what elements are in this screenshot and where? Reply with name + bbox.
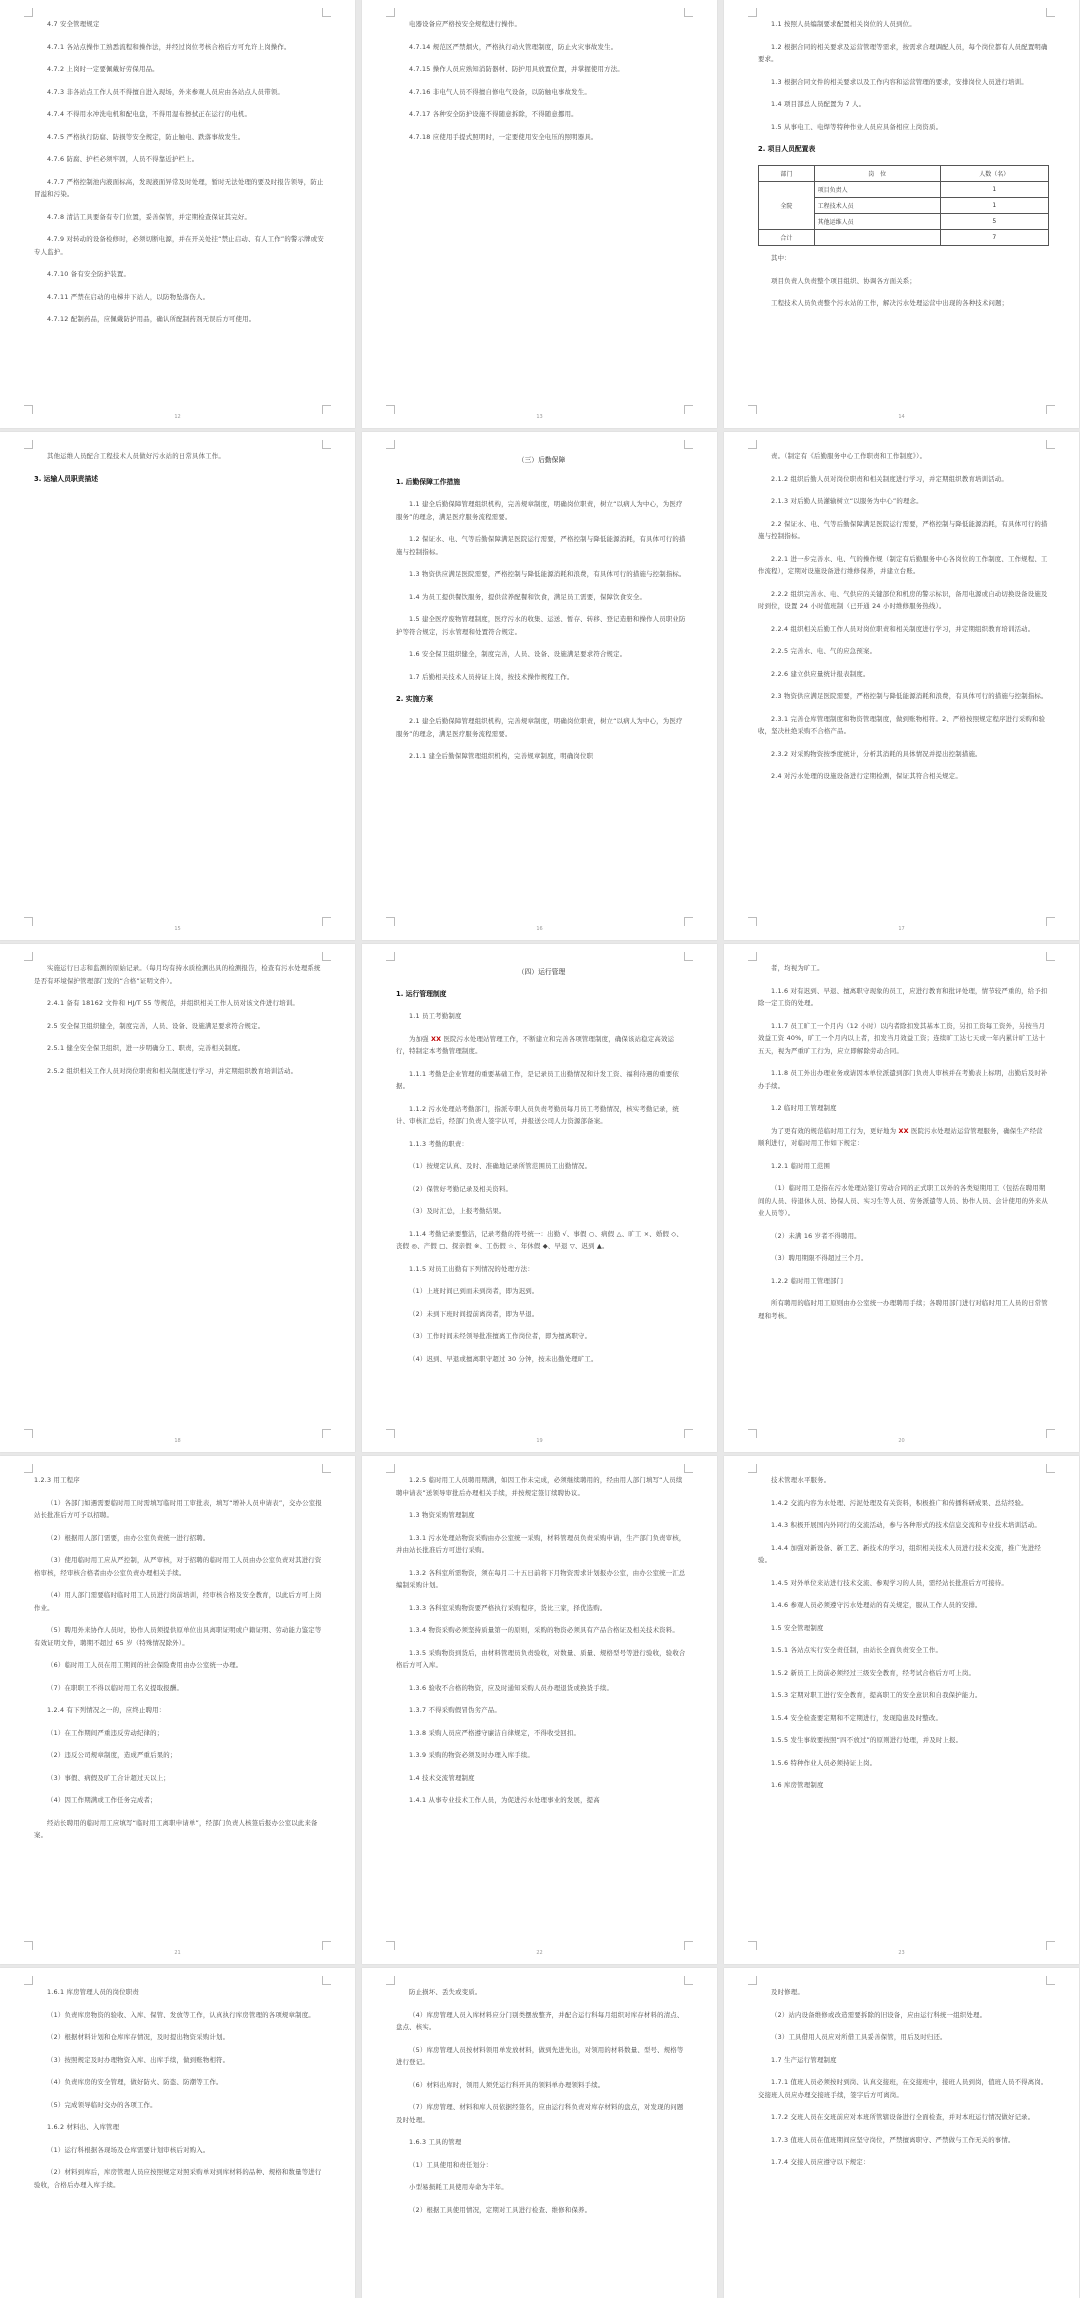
page-number: 22: [536, 1950, 543, 1956]
paragraph: 1.3 物资采购管理制度: [409, 1511, 475, 1519]
total-label-cell: 合计: [759, 230, 815, 246]
paragraph: 其中：: [771, 254, 791, 262]
dept-cell: 全院: [759, 182, 815, 230]
paragraph: 1.2 保证水、电、气等后勤保障满足医院运行需要，严格控制与降低能源消耗，有具体可行的措施与控制指标。: [396, 535, 686, 556]
page[interactable]: [362, 1456, 717, 1964]
paragraph: 1.5 安全管理制度: [771, 1623, 824, 1632]
paragraph: 项目负责人负责整个项目组织、协调各方面关系；: [771, 276, 916, 285]
paragraph: 4.7.6 防腐、护栏必须牢固，人员不得靠近护栏上。: [47, 155, 199, 163]
paragraph: 1.7.4 交接人员应遵守以下规定：: [771, 2158, 870, 2166]
paragraph: （7）库房管理、材料和库人员依据经签名，应由运行科负责对库存材料的盘点，对发现的问题及时处理。: [396, 2103, 684, 2124]
page[interactable]: [0, 432, 355, 940]
paragraph: 1.4 为员工提供餐饮服务，提供营养配餐和饮食，满足员工需要，保障饮食安全。: [409, 592, 647, 601]
table-total-row: [759, 230, 1049, 246]
paragraph: 1.1.3 考勤的职责：: [409, 1139, 469, 1148]
paragraph: 1.4.5 对外单位来站进行技术交流、参观学习的人员，需经站长批准后方可接待。: [771, 1578, 1008, 1587]
paragraph: 为了更有效的规范临时用工行为，更好地为 XX 医院污水处理站运营管理服务，确保生产经营顺利进行，对临时用工作如下规定：: [758, 1126, 1043, 1147]
page[interactable]: [0, 944, 355, 1452]
page[interactable]: [724, 0, 1079, 428]
paragraph: 2.3.2 对采购物资按季度统计，分析其消耗的具体情况并提出控制措施。: [771, 749, 982, 758]
paragraph: 其他运维人员配合工程技术人员做好污水站的日常具体工作。: [47, 452, 225, 460]
section-heading: 2. 实施方案: [396, 695, 433, 703]
paragraph: （1）工具使用和责任划分：: [409, 2160, 493, 2169]
page-number: 21: [174, 1950, 181, 1956]
paragraph: （4）库房管理人员入库材料应分门别类摆放整齐，并配合运行科每月组织对库存材料的清点、盘点、核实。: [396, 2010, 684, 2031]
paragraph: （6）临时用工人员在用工期间的社会保险费用由办公室统一办理。: [47, 1661, 243, 1669]
role-cell: 项目负责人: [814, 182, 940, 198]
paragraph: 1.5.4 安全检查要定期和不定期进行，发现隐患及时整改。: [771, 1713, 943, 1722]
paragraph: 2.5.1 健全安全保卫组织，进一步明确分工、职责，完善相关制度。: [47, 1044, 245, 1052]
paragraph: （2）根据用人部门需要，由办公室负责统一进行招聘。: [47, 1533, 210, 1542]
paragraph: 电器设备应严格按安全规程进行操作。: [409, 20, 522, 28]
paragraph: 1.4.6 参观人员必须遵守污水处理站的有关规定，服从工作人员的安排。: [771, 1601, 982, 1609]
paragraph: 1.3.2 各科室所需物资，须在每月二十五日前将下月物资需求计划报办公室，由办公室统一汇总编制采购计划。: [396, 1568, 686, 1589]
paragraph: （3）事假、病假及旷工合计超过天以上；: [47, 1773, 170, 1782]
paragraph: （4）负责库房的安全管理，做好防火、防盗、防潮等工作。: [47, 2078, 223, 2086]
paragraph: 责。（制定有《后勤服务中心工作职责和工作制度》）。: [771, 452, 927, 460]
paragraph: （7）在职职工不得以临时用工名义提取报酬。: [47, 1683, 184, 1692]
paragraph: 4.7.18 应使用手提式照明时，一定要使用安全电压的照明器具。: [409, 132, 598, 141]
table-header-cell: 岗 位: [814, 166, 940, 182]
paragraph: （3）及时汇总，上报考勤结果。: [409, 1207, 506, 1215]
paragraph: （1）各部门如遇需要临时用工时需填写临时用工审批表，填写“增补人员申请表”，交办公室报站长批准后方可予以招聘。: [34, 1498, 322, 1519]
paragraph: 1.3.8 采购人员应严格遵守廉洁自律规定，不得收受回扣。: [409, 1728, 581, 1737]
paragraph: （3）聘用期限不得超过三个月。: [771, 1254, 868, 1262]
paragraph: （4）用人部门需要临时临时用工人员进行岗前培训，经审核合格及安全教育，以此后方可上岗作业。: [34, 1591, 322, 1612]
paragraph: 2.1.1 建全后勤保障管理组织机构，完善规章制度，明确岗位职: [409, 752, 594, 760]
paragraph: （3）使用临时用工应从严控制，从严审核，对于招聘的临时用工人员由办公室负责对其进行资格审核，经审核合格者由办公室负责办理相关手续。: [34, 1556, 322, 1577]
paragraph: （5）库房管理人员按材料领用单发放材料，做到先进先出，对领用的材料数量、型号、规格等进行登记。: [396, 2045, 684, 2066]
paragraph: 技术管理水平服务。: [771, 1476, 831, 1484]
paragraph: 4.7.1 各站点操作工熟悉流程和操作法，并经过岗位考核合格后方可允许上岗操作。: [47, 42, 291, 51]
paragraph: 所有聘用的临时用工原则由办公室统一办理聘用手续；各聘用部门进行对临时用工人员的日常管理和考核。: [758, 1299, 1048, 1320]
paragraph: 1.3.9 采购的物资必须及时办理入库手续。: [409, 1751, 534, 1759]
paragraph: 4.7.7 严格控制池内液面标高，发现液面异常及时处理，暂时无法处理的要及时报告领导，防止冒溢和污染。: [34, 177, 324, 198]
paragraph: 实施运行日志和监测的原始记录。（每月均有持水质检测出具的检测报告，检查有污水处理系统是否有环境保护管理部门发的“合格”证明文件）。: [34, 964, 321, 985]
paragraph: （1）按规定认真、及时、准确地记录所管范围员工出勤情况。: [409, 1162, 592, 1170]
table-header-cell: 人数（名）: [940, 166, 1048, 182]
paragraph: 1.1.2 污水处理站考勤部门，指派专职人员负责考勤员每月员工考勤情况，核实考勤记录，统计、审核汇总后，经部门负责人签字认可，并报送公司人力资源部备案。: [396, 1104, 679, 1125]
paragraph: 2.1.2 组织后勤人员对岗位职责和相关制度进行学习，并定期组织教育培训活动。: [771, 474, 1008, 483]
page[interactable]: [0, 1968, 355, 2298]
paragraph: 1.5 从事电工、电焊等特种作业人员应具备相应上岗资质。: [771, 122, 943, 131]
paragraph: （3）工作时间未经领导批准擅离工作岗位者，即为擅离职守。: [409, 1332, 592, 1340]
paragraph: 1.1.7 员工旷工一个月内（12 小时）以内者除扣发其基本工资，另扣工资每工资外，另按当月效益工资 40%，旷工一个月内以上者，扣发当月效益工资；连续旷工达七天或一年内累计旷工达十五天，视为严重旷工行为，应立即解除劳动合同。: [758, 1021, 1046, 1055]
paragraph: （1）上班时间已到而未到岗者，即为迟到。: [409, 1287, 539, 1295]
paragraph: 1.7.1 值班人员必须按时到岗、认真交接班，在交接班中，接班人员到岗，值班人员不得离岗。交接班人员应办理交接班手续，签字后方可离岗。: [758, 2078, 1048, 2099]
page-number: 19: [536, 1438, 543, 1444]
paragraph: 1.4 技术交流管理制度: [409, 1773, 475, 1782]
paragraph: （4）因工作期满或工作任务完成者；: [47, 1796, 157, 1804]
paragraph: 4.7.9 对转动的设备检修时，必须切断电源，并在开关处挂“禁止启动、有人工作”的警示牌或安专人监护。: [34, 235, 324, 256]
section-heading: 3. 运输人员职责描述: [34, 474, 99, 483]
paragraph: 1.1 按照人员编制要求配置相关岗位的人员到位。: [771, 20, 916, 28]
paragraph: （5）完成领导临时交办的各项工作。: [47, 2100, 157, 2109]
paragraph: 1.1.4 考勤记录要整洁，记录考勤的符号统一：出勤 √、事假 ○、病假 △、旷工 ×、婚假 ◇、丧假 ◎、产假 □、探亲假 ※、工伤假 ☆、年休假 ◆、早退 ▽、迟到 ▲。: [396, 1229, 683, 1250]
paragraph: 1.3.4 物资采购必须坚持质量第一的原则，采购的物资必须具有产品合格证及相关技术资料。: [409, 1626, 679, 1634]
section-heading: 1. 后勤保障工作措施: [396, 478, 461, 486]
page[interactable]: [362, 0, 717, 428]
paragraph: 4.7.10 备有安全防护装置。: [47, 270, 131, 278]
page-number: 16: [536, 926, 543, 932]
section-heading: 1. 运行管理制度: [396, 990, 447, 998]
paragraph: 1.1 员工考勤制度: [409, 1012, 462, 1020]
staff-table: [758, 165, 1049, 246]
paragraph: 4.7 安全管理规定: [47, 20, 100, 28]
section-heading: 2. 项目人员配置表: [758, 145, 816, 153]
paragraph: 1.2 根据合同的相关要求及运营管理等需求，按需求合理调配人员，每个岗位都有人员配置明确要求。: [758, 42, 1048, 63]
page-number: 13: [536, 414, 543, 420]
paragraph: （4）迟到、早退或擅离职守超过 30 分钟，按未出勤处理旷工。: [409, 1354, 598, 1363]
paragraph: 1.6.2 材料出、入库管理: [47, 2123, 120, 2131]
page[interactable]: [0, 1456, 355, 1964]
paragraph: 1.4.3 积极开展国内外同行的交流活动，参与各种形式的技术信息交流和专业技术培训活动。: [771, 1521, 1041, 1529]
paragraph: 为加强 XX 医院污水处理站管理工作，不断建立和完善各项管理制度，确保该站稳定高效运行，特制定本考勤管理制度。: [396, 1034, 675, 1055]
paragraph: 1.5.1 各站点实行安全责任制，由站长全面负责安全工作。: [771, 1646, 943, 1654]
paragraph: （6）材料出库时，领用人须凭运行科开具的领料单办理领料手续。: [409, 2080, 605, 2089]
total-count-cell: 7: [940, 230, 1048, 246]
paragraph: 2.5 安全保卫组织健全，制度完善，人员、设备、设施满足要求符合规定。: [47, 1021, 265, 1030]
paragraph: （2）根据工具使用情况，定期对工具进行检查、维修和保养。: [409, 2205, 592, 2214]
paragraph: 2.2.6 建立供应量统计报表制度。: [771, 669, 870, 678]
paragraph: 防止损坏、丢失或变质。: [409, 1988, 482, 1996]
paragraph: 1.3.3 各科室采购物资要严格执行采购程序，货比三家，择优选购。: [409, 1603, 607, 1612]
paragraph: 2.1 建全后勤保障管理组织机构，完善规章制度，明确岗位职责，树立“以病人为中心，为医疗服务”的理念，满足医疗服务流程需要。: [396, 717, 683, 738]
paragraph: 1.2.3 用工程序: [34, 1476, 80, 1484]
paragraph: （2）站内设备维修或改造需要拆除的旧设备，应由运行科统一组织处理。: [771, 2010, 987, 2019]
paragraph: 1.1.6 对有迟到、早退、擅离职守现象的员工，应进行教育和批评处理，情节较严重的，给予扣除一定工资的处理。: [758, 986, 1048, 1007]
page-number: 23: [898, 1950, 905, 1956]
paragraph: 4.7.8 清洁工具要备有专门位置，妥善保管，并定期检查保证其完好。: [47, 212, 252, 221]
paragraph: 1.7 生产运行管理制度: [771, 2055, 837, 2064]
paragraph: 4.7.3 非各站点工作人员不得擅自进入现场，外来参观人员应由各站点人员带领。: [47, 87, 284, 96]
paragraph: （2）保管好考勤记录及相关资料。: [409, 1184, 513, 1193]
paragraph: （2）违反公司规章制度，造成严重后果的；: [47, 1751, 177, 1759]
paragraph: 2.4.1 备有 18162 文件和 HJ/T 55 等规范，并组织相关工作人员对该文件进行培训。: [47, 999, 300, 1007]
paragraph: 1.7.3 值班人员在值班期间应坚守岗位，严禁擅离职守、严禁做与工作无关的事情。: [771, 2135, 1015, 2144]
paragraph: 2.2.5 完善水、电、气的应急预案。: [771, 647, 877, 655]
paragraph: 经站长聘用的临时用工应填写“临时用工离职申请单”，经部门负责人核签后报办公室以此来备案。: [34, 1818, 318, 1839]
paragraph: 1.4.1 从事专业技术工作人员，为促进污水处理事业的发展，提高: [409, 1796, 600, 1804]
paragraph: 1.7.2 交班人员在交班前应对本班所管辖设备进行全面检查，并对本班运行情况做好记录。: [771, 2113, 1035, 2121]
paragraph: 1.3.5 采购物资到货后，由材料管理员负责验收，对数量、质量、规格型号等进行验收，验收合格后方可入库。: [396, 1648, 686, 1669]
paragraph: 2.4 对污水处理的设施设备进行定期检测，保证其符合相关规定。: [771, 772, 962, 780]
page[interactable]: [0, 0, 355, 428]
page[interactable]: [362, 944, 717, 1452]
paragraph: 1.3.7 不得采购假冒伪劣产品。: [409, 1706, 501, 1714]
paragraph: 2.2.2 组织完善水、电、气供应的关键部位和机房的警示标识，备用电源或自动切换设备设施及时到位，设置 24 小时值班制（已开通 24 小时维修服务热线）。: [758, 589, 1048, 610]
count-cell: 5: [940, 214, 1048, 230]
page[interactable]: [724, 1456, 1079, 1964]
paragraph: 1.1.5 对员工出勤有下列情况的处理方法：: [409, 1264, 534, 1273]
paragraph: 1.5.5 发生事故要按照“四不放过”的原则进行处理，并及时上报。: [771, 1736, 963, 1744]
paragraph: 者，均视为旷工。: [771, 964, 824, 972]
role-cell: 其他运维人员: [814, 214, 940, 230]
paragraph: 1.3 物资供应满足医院需要，严格控制与降低能源消耗和浪费，有具体可行的措施与控制指标。: [409, 570, 686, 578]
paragraph: （1）负责库房物资的验收、入库、保管、发放等工作，认真执行库房管理的各项规章制度。: [47, 2010, 315, 2019]
paragraph: 2.3.1 完善仓库管理制度和物资管理制度，做到账物相符。2、严格按照规定程序进行采购和验收，坚决杜绝采购不合格产品。: [758, 714, 1046, 735]
page[interactable]: [724, 944, 1079, 1452]
paragraph: 小型易损耗工具使用寿命为半年。: [409, 2183, 508, 2191]
section-heading: （三）后勤保障: [517, 456, 566, 464]
paragraph: 4.7.12 配制药品，应佩戴防护用品，确认所配制药剂无误后方可使用。: [47, 315, 256, 323]
paragraph: 4.7.2 上岗时一定要佩戴好劳保用品。: [47, 65, 159, 73]
paragraph: 1.2.5 临时用工人员聘用期满，如因工作未完成，必须继续聘用的，经由用人部门填写“人员续聘申请表”送领导审批后办理相关手续，并按规定签订续聘协议。: [396, 1476, 683, 1497]
paragraph: 1.1.8 员工外出办理业务或请因本单位派遣到部门负责人审核并在考勤表上标明，出勤后及时补办手续。: [758, 1069, 1048, 1090]
table-header-cell: 部门: [759, 166, 815, 182]
paragraph: （2）材料到库后，库房管理人员应按照规定对照采购单对到库材料的品种、规格和数量等进行验收，合格后办理入库手续。: [34, 2168, 322, 2189]
page-number: 14: [898, 414, 905, 420]
paragraph: 1.4.4 加强对新设备、新工艺、新技术的学习，组织相关技术人员进行技术交流，推广先进经验。: [758, 1543, 1041, 1564]
paragraph: 1.3 根据合同文件的相关要求以及工作内容和运营管理的要求，安排岗位人员进行培训。: [771, 77, 1028, 86]
paragraph: （1）在工作期间严重违反劳动纪律的；: [47, 1728, 164, 1737]
page[interactable]: [362, 432, 717, 940]
paragraph: 及时修理。: [771, 1988, 804, 1996]
paragraph: 1.1.1 考勤是企业管理的重要基础工作，是记录员工出勤情况和计发工资、福利待遇的重要依据。: [396, 1069, 679, 1090]
count-cell: 1: [940, 182, 1048, 198]
table-row: [759, 182, 1049, 198]
paragraph: 4.7.14 规范区严禁烟火，严格执行动火管理制度，防止火灾事故发生。: [409, 42, 618, 51]
page[interactable]: [724, 432, 1079, 940]
paragraph: 2.1.3 对后勤人员灌输树立“以服务为中心”的理念。: [771, 497, 923, 505]
paragraph: 工程技术人员负责整个污水站的工作，解决污水处理运营中出现的各种技术问题；: [771, 299, 1009, 307]
paragraph: （2）根据材料计划和仓库库存情况，及时提出物资采购计划。: [47, 2033, 230, 2041]
paragraph: （1）临时用工是指在污水处理站签订劳动合同的正式职工以外的各类短期用工（包括在聘用期间的人员、待退休人员、协保人员、实习生等人员、劳务派遣等人员、协作人员、会计使用的外来从业人员等）。: [758, 1184, 1048, 1217]
paragraph: （3）工具借用人员应对所借工具妥善保管，用后及时归还。: [771, 2033, 947, 2041]
count-cell: 1: [940, 198, 1048, 214]
page[interactable]: [724, 1968, 1079, 2298]
paragraph: 1.5.2 新员工上岗前必须经过三级安全教育，经考试合格后方可上岗。: [771, 1668, 976, 1677]
paragraph: 1.6 库房管理制度: [771, 1781, 824, 1789]
paragraph: 2.5.2 组织相关工作人员对岗位职责和相关制度进行学习，并定期组织教育培训活动。: [47, 1066, 298, 1075]
paragraph: （2）未到下班时间提前离岗者，即为早退。: [409, 1309, 539, 1318]
paragraph: 1.5.3 定期对职工进行安全教育，提高职工的安全意识和自我保护能力。: [771, 1691, 982, 1699]
paragraph: 4.7.11 严禁在启动的电梯井下站人，以防物坠落伤人。: [47, 292, 210, 301]
page-number: 12: [174, 414, 181, 420]
paragraph: 1.1 建全后勤保障管理组织机构，完善规章制度，明确岗位职责，树立“以病人为中心，为医疗服务”的理念，满足医疗服务流程需要。: [396, 500, 683, 521]
page-number: 20: [898, 1438, 905, 1444]
paragraph: 4.7.5 严格执行防腐、防损等安全规定，防止触电、跌落事故发生。: [47, 132, 245, 141]
paragraph: 1.6.3 工具的管理: [409, 2138, 462, 2146]
section-heading: （四）运行管理: [517, 968, 566, 976]
paragraph: 1.2.1 临时用工范围: [771, 1161, 831, 1170]
paragraph: 1.5.6 特种作业人员必须持证上岗。: [771, 1758, 877, 1767]
paragraph: 4.7.4 不得用水冲洗电机和配电盘，不得用湿布擦拭正在运行的电机。: [47, 110, 252, 118]
paragraph: 4.7.16 非电气人员不得擅自修电气设备，以防触电事故发生。: [409, 87, 591, 96]
paragraph: 1.3.1 污水处理站物资采购由办公室统一采购，材料管理员负责采购申请，生产部门负责审核，并由站长批准后方可进行采购。: [396, 1533, 686, 1554]
role-cell: 工程技术人员: [814, 198, 940, 214]
paragraph: 1.2.4 有下列情况之一的，应终止聘用：: [47, 1706, 166, 1714]
paragraph: 4.7.17 各种安全防护设施不得随意拆除，不得随意挪用。: [409, 110, 578, 118]
paragraph: 2.2 保证水、电、气等后勤保障满足医院运行需要，严格控制与降低能源消耗，有具体可行的措施与控制指标。: [758, 519, 1048, 540]
page-number: 17: [898, 926, 905, 932]
page-number: 15: [174, 926, 181, 932]
paragraph: 2.2.4 组织相关后勤工作人员对岗位职责和相关制度进行学习，并定期组织教育培训活动。: [771, 624, 1035, 633]
page-number: 18: [174, 1438, 181, 1444]
paragraph: 1.4 项目部总人员配置为 7 人。: [771, 100, 866, 108]
paragraph: 1.4.2 交流内容为水处理、污泥处理及有关资料，积极推广和传播科研成果、总结经验。: [771, 1498, 1028, 1507]
paragraph: 2.3 物资供应满足医院需要，严格控制与降低能源消耗和浪费，有具体可行的措施与控制指标。: [771, 692, 1048, 700]
paragraph: 1.2 临时用工管理制度: [771, 1104, 837, 1112]
paragraph: 1.5 建全医疗废物管理制度，医疗污水的收集、运送、暂存、转移、登记造册和操作人员职业防护等符合规定，污水管理和处置符合规定。: [396, 615, 686, 636]
paragraph: 1.7 后勤相关技术人员持证上岗，按技术操作规程工作。: [409, 672, 574, 681]
paragraph: 1.6 安全保卫组织健全，制度完善，人员、设备、设施满足要求符合规定。: [409, 650, 627, 658]
page[interactable]: [362, 1968, 717, 2298]
paragraph: 1.2.2 临时用工管理部门: [771, 1276, 844, 1285]
paragraph: （1）运行科根据各现场及仓库需要计划审核后对购入。: [47, 2145, 210, 2154]
paragraph: 1.3.6 验收不合格的物资，应及时通知采购人员办理退货或换货手续。: [409, 1683, 614, 1692]
paragraph: 2.2.1 进一步完善水、电、气的操作规（制定有后勤服务中心各岗位的工作制度、工作规程、工作流程），定期对设施设备进行维修保养，并建立台账。: [758, 554, 1048, 575]
paragraph: （3）按照规定及时办理物资入库、出库手续，做到账物相符。: [47, 2055, 230, 2064]
paragraph: 1.6.1 库房管理人员的岗位职责: [47, 1988, 139, 1996]
paragraph: （5）聘用外来协作人员时，协作人员须提供原单位出具离职证明或户籍证明、劳动能力鉴定等有效证明文件，聘期不超过 65 岁（特殊情况除外）。: [34, 1626, 322, 1647]
paragraph: 4.7.15 操作人员应熟知消防器材、防护用具放置位置，并掌握使用方法。: [409, 65, 624, 73]
empty-cell: [814, 230, 940, 246]
paragraph: （2）未满 16 岁者不得聘用。: [771, 1231, 861, 1240]
